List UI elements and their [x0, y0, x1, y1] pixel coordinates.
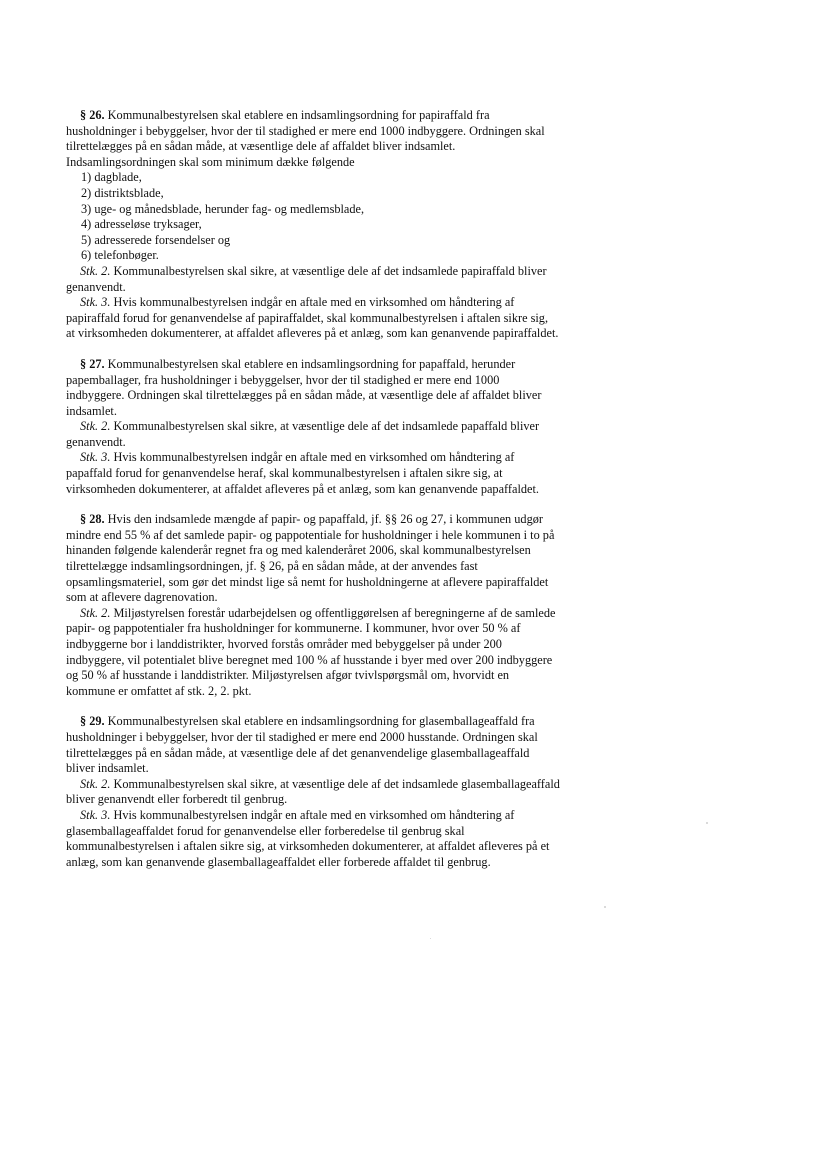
section-heading-line [66, 108, 626, 124]
section-number: § 29. [80, 714, 105, 729]
text-line [66, 482, 626, 498]
subsection-label: Stk. 2. [80, 263, 111, 278]
line-text: at virksomheden dokumenterer, at affaldet afleveres på et anlæg, som kan genanvende papiraffaldet. [66, 326, 559, 341]
line-text: husholdninger i bebyggelser, hvor der til stadighed er mere end 2000 husstande. Ordningen skal [66, 729, 538, 744]
line-text: 5) adresserede forsendelser og [81, 232, 231, 247]
text-line [66, 839, 626, 855]
line-text: papemballager, fra husholdninger i bebyggelser, hvor der til stadighed er mere end 1000 [66, 372, 500, 387]
subsection-line [66, 450, 626, 466]
section-number: § 28. [80, 512, 105, 527]
line-text: tilrettelægges på en sådan måde, at væsentlige dele af affaldet bliver indsamlet. [66, 139, 456, 154]
line-text: opsamlingsmateriel, som gør det mindst lige så nemt for husholdningerne at aflevere papiraffaldet [66, 574, 549, 589]
line-text: genanvendt. [66, 279, 126, 294]
text-line [66, 855, 626, 871]
line-text: tilrettelægge indsamlingsordningen, jf. § 26, på en sådan måde, at der anvendes fast [66, 559, 478, 574]
subsection-label: Stk. 2. [80, 776, 111, 791]
text-line [66, 435, 626, 451]
text-line [66, 653, 626, 669]
line-text: Kommunalbestyrelsen skal etablere en indsamlingsordning for papiraffald fra [104, 108, 490, 122]
subsection-line [66, 808, 626, 824]
section-heading-line [66, 512, 626, 528]
text-line [66, 730, 626, 746]
line-text: Hvis den indsamlede mængde af papir- og papaffald, jf. §§ 26 og 27, i kommunen udgør [104, 512, 543, 527]
line-text: 6) telefonbøger. [81, 248, 159, 263]
text-line [66, 637, 626, 653]
section-heading-line [66, 357, 626, 373]
line-text: glasemballageaffaldet forud for genanvendelse eller forberedelse til genbrug skal [66, 823, 465, 838]
line-text: bliver indsamlet. [66, 761, 149, 776]
text-line [66, 746, 626, 762]
subsection-line [66, 606, 626, 622]
line-text: Kommunalbestyrelsen skal etablere en indsamlingsordning for glasemballageaffald fra [104, 714, 535, 729]
line-text: anlæg, som kan genanvende glasemballageaffaldet eller forberede affaldet til genbrug. [66, 854, 491, 869]
line-text: hinanden følgende kalenderår regnet fra og med kalenderåret 2006, skal kommunalbestyrelsen [66, 543, 531, 558]
text-line [66, 575, 626, 591]
line-text: tilrettelægges på en sådan måde, at væsentlige dele af det genanvendelige glasemballageaffald [66, 745, 530, 760]
list-item [66, 170, 626, 186]
subsection-line [66, 295, 626, 311]
text-line [66, 590, 626, 606]
text-line [66, 528, 626, 544]
text-line [66, 792, 626, 808]
line-text: papiraffald forud for genanvendelse af papiraffaldet, skal kommunalbestyrelsen i aftalen sikre sig, [66, 310, 549, 325]
text-line [66, 326, 626, 342]
line-text: papir- og pappotentialer fra husholdninger for kommunerne. I kommuner, hvor over 50 % af [66, 621, 521, 636]
scan-speck [706, 822, 708, 824]
line-text: indbyggerne bor i landdistrikter, hvorved forstås områder med bebyggelser på under 200 [66, 637, 502, 651]
text-line [66, 139, 626, 155]
line-text: husholdninger i bebyggelser, hvor der til stadighed er mere end 1000 indbyggere. Ordningen skal [66, 123, 545, 138]
paragraph-spacer [66, 699, 626, 714]
subsection-line [66, 777, 626, 793]
subsection-line [66, 419, 626, 435]
text-line [66, 280, 626, 296]
text-line [66, 466, 626, 482]
text-line [66, 559, 626, 575]
line-text: bliver genanvendt eller forberedt til genbrug. [66, 792, 288, 807]
text-line [66, 543, 626, 559]
line-text: virksomheden dokumenterer, at affaldet afleveres på et anlæg, som kan genanvende papaffaldet. [66, 481, 539, 496]
line-text: Hvis kommunalbestyrelsen indgår en aftale med en virksomhed om håndtering af [110, 295, 515, 310]
text-line [66, 124, 626, 140]
text-line [66, 668, 626, 684]
text-line [66, 155, 626, 171]
line-text: kommunalbestyrelsen i aftalen sikre sig, at virksomheden dokumenterer, at affaldet afleveres på et [66, 839, 550, 854]
subsection-label: Stk. 2. [80, 605, 111, 620]
paragraph-spacer [66, 497, 626, 512]
line-text: og 50 % af husstande i landdistrikter. Miljøstyrelsen afgør tvivlspørgsmål om, hvorvidt en [66, 668, 510, 683]
line-text: papaffald forud for genanvendelse heraf, skal kommunalbestyrelsen i aftalen sikre sig, at [66, 466, 503, 481]
text-line [66, 373, 626, 389]
list-item [66, 186, 626, 202]
list-item [66, 202, 626, 218]
line-text: mindre end 55 % af det samlede papir- og pappotentiale for husholdninger i hele kommunen i to på [66, 527, 555, 542]
text-line [66, 621, 626, 637]
line-text: 3) uge- og månedsblade, herunder fag- og medlemsblade, [81, 201, 365, 216]
list-item [66, 248, 626, 264]
line-text: indbyggere, vil potentialet blive beregnet med 100 % af husstande i byer med over 200 indbyggere [66, 652, 553, 667]
subsection-label: Stk. 3. [80, 807, 111, 822]
line-text: kommune er omfattet af stk. 2, 2. pkt. [66, 683, 252, 698]
scan-speck [604, 906, 606, 908]
list-item [66, 217, 626, 233]
line-text: Kommunalbestyrelsen skal etablere en indsamlingsordning for papaffald, herunder [104, 356, 516, 371]
section-paragraph [66, 714, 626, 870]
line-text: 1) dagblade, [81, 170, 142, 185]
text-line [66, 684, 626, 700]
text-line [66, 404, 626, 420]
line-text: Hvis kommunalbestyrelsen indgår en aftale med en virksomhed om håndtering af [110, 450, 515, 465]
section-paragraph [66, 512, 626, 699]
line-text: Kommunalbestyrelsen skal sikre, at væsentlige dele af det indsamlede glasemballageaffald [110, 776, 560, 791]
text-line [66, 311, 626, 327]
line-text: Miljøstyrelsen forestår udarbejdelsen og offentliggørelsen af beregningerne af de samlede [110, 605, 556, 620]
subsection-label: Stk. 3. [80, 450, 111, 465]
section-number: § 27. [80, 356, 105, 371]
line-text: 2) distriktsblade, [81, 185, 164, 200]
paragraph-spacer [66, 342, 626, 357]
line-text: Kommunalbestyrelsen skal sikre, at væsentlige dele af det indsamlede papiraffald bliver [110, 263, 547, 278]
document-body [66, 108, 626, 870]
text-line [66, 824, 626, 840]
section-paragraph [66, 108, 626, 342]
subsection-line [66, 264, 626, 280]
section-heading-line [66, 714, 626, 730]
line-text: som at aflevere dagrenovation. [66, 590, 218, 605]
line-text: indbyggere. Ordningen skal tilrettelægges på en sådan måde, at væsentlige dele af affaldet bliver [66, 388, 542, 403]
line-text: Hvis kommunalbestyrelsen indgår en aftale med en virksomhed om håndtering af [110, 807, 515, 822]
subsection-label: Stk. 2. [80, 419, 111, 434]
text-line [66, 761, 626, 777]
list-item [66, 233, 626, 249]
subsection-label: Stk. 3. [80, 295, 111, 310]
text-line [66, 388, 626, 404]
line-text: genanvendt. [66, 434, 126, 449]
line-text: 4) adresseløse tryksager, [81, 217, 202, 232]
line-text: Indsamlingsordningen skal som minimum dække følgende [66, 154, 355, 169]
section-number: § 26. [80, 108, 105, 122]
line-text: indsamlet. [66, 403, 117, 418]
line-text: Kommunalbestyrelsen skal sikre, at væsentlige dele af det indsamlede papaffald bliver [110, 419, 540, 434]
section-paragraph [66, 357, 626, 497]
scan-speck [430, 938, 431, 939]
